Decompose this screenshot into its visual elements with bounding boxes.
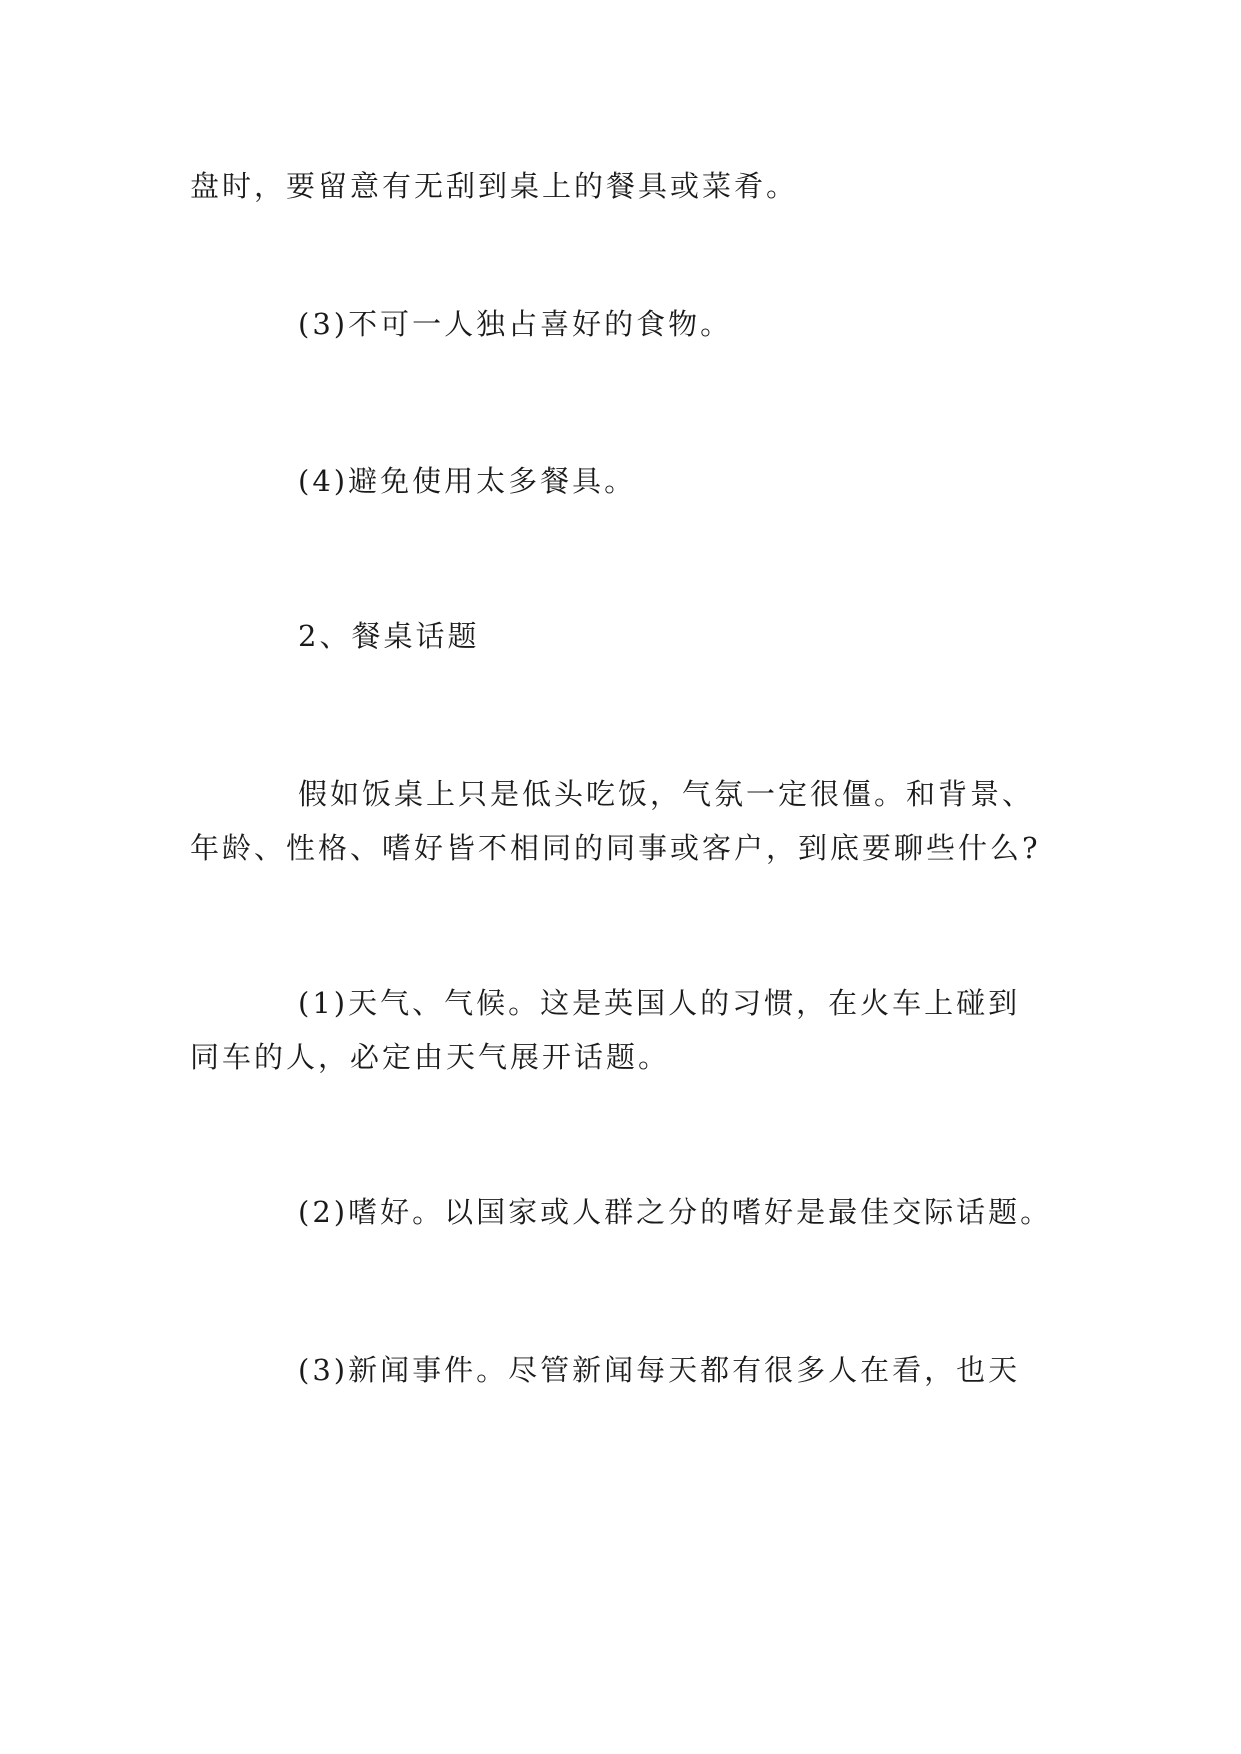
paragraph-line: 盘时，要留意有无刮到桌上的餐具或菜肴。 bbox=[190, 169, 799, 203]
paragraph-line: 年龄、性格、嗜好皆不相同的同事或客户，到底要聊些什么? bbox=[190, 831, 1041, 865]
list-item-line: 同车的人，必定由天气展开话题。 bbox=[190, 1040, 671, 1074]
list-item-line: (2)嗜好。以国家或人群之分的嗜好是最佳交际话题。 bbox=[298, 1195, 1053, 1229]
list-item-line: (3)新闻事件。尽管新闻每天都有很多人在看，也天 bbox=[298, 1353, 1021, 1387]
paragraph-line: 假如饭桌上只是低头吃饭，气氛一定很僵。和背景、 bbox=[298, 777, 1035, 811]
list-item-line: (1)天气、气候。这是英国人的习惯，在火车上碰到 bbox=[298, 986, 1021, 1020]
list-item-line: (3)不可一人独占喜好的食物。 bbox=[298, 307, 733, 341]
list-item-line: (4)避免使用太多餐具。 bbox=[298, 464, 637, 498]
section-heading: 2、餐桌话题 bbox=[298, 619, 480, 653]
